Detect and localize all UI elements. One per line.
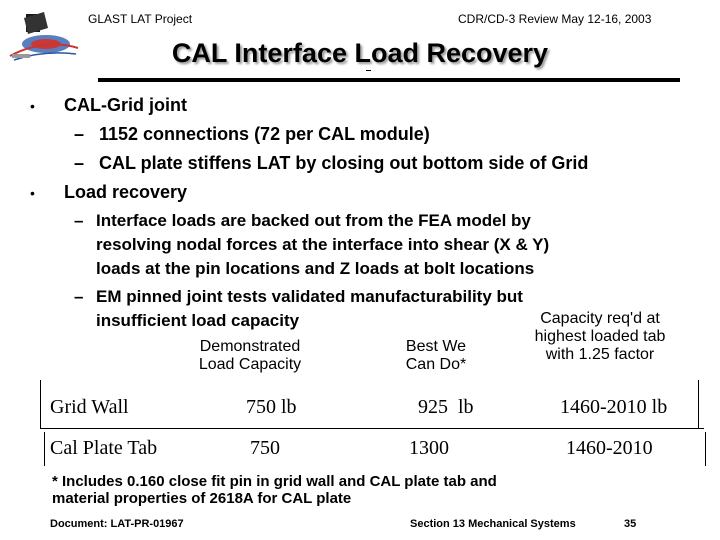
review-name: CDR/CD-3 Review May 12-16, 2003 — [458, 12, 652, 26]
page-title: CAL Interface Load Recovery — [171, 38, 549, 68]
footer-document: Document: LAT-PR-01967 — [50, 518, 184, 530]
cell-cal-plate-tab-best: 1300 — [409, 437, 449, 459]
sub-item: CAL plate stiffens LAT by closing out bottom side of Grid — [99, 153, 589, 173]
row-label-cal-plate-tab: Cal Plate Tab — [50, 437, 158, 459]
table-border-right — [698, 380, 699, 428]
table-border-right-lower — [705, 432, 706, 466]
cell-grid-wall-required: 1460-2010 lb — [560, 396, 668, 418]
row-label-grid-wall: Grid Wall — [50, 396, 129, 418]
table-row-divider — [40, 428, 704, 429]
sub-item-cont: insufficient load capacity — [96, 311, 300, 330]
cell-cal-plate-tab-required: 1460-2010 — [566, 437, 653, 459]
table-border-left — [40, 380, 41, 428]
sub-dash: – — [74, 211, 84, 230]
footnote: * Includes 0.160 close fit pin in grid wall and CAL plate tab and material properties of 2618A for CAL plate — [52, 473, 497, 507]
col-header-best: Best We Can Do* — [405, 338, 467, 373]
cell-grid-wall-demonstrated: 750 lb — [246, 396, 297, 418]
bullet-cal-grid-joint: CAL-Grid joint — [64, 95, 187, 115]
bullet-dot: • — [30, 185, 35, 201]
sub-dash: – — [74, 124, 85, 144]
sub-item: EM pinned joint tests validated manufacturability but — [96, 287, 523, 306]
sub-item: 1152 connections (72 per CAL module) — [99, 124, 430, 144]
sub-item-cont: resolving nodal forces at the interface into shear (X & Y) — [96, 235, 550, 254]
sub-dash: – — [74, 153, 85, 173]
title-rule — [98, 78, 680, 82]
sub-dash: – — [74, 287, 84, 306]
cell-grid-wall-best: 925 lb — [418, 396, 474, 418]
cell-cal-plate-tab-demonstrated: 750 — [250, 437, 280, 459]
project-name: GLAST LAT Project — [88, 12, 193, 26]
title-tick — [366, 70, 371, 71]
bullet-load-recovery: Load recovery — [64, 182, 188, 202]
col-header-demonstrated: Demonstrated Load Capacity — [198, 338, 302, 373]
table-border-left-lower — [44, 432, 45, 466]
sub-item: Interface loads are backed out from the FEA model by — [96, 211, 531, 230]
bullet-dot: • — [30, 98, 35, 114]
page-number: 35 — [624, 518, 637, 530]
sub-item-cont: loads at the pin locations and Z loads at bolt locations — [96, 259, 535, 278]
col-header-required: Capacity req'd at highest loaded tab with 1.25 factor — [534, 310, 666, 363]
footer-section: Section 13 Mechanical Systems — [410, 518, 576, 530]
